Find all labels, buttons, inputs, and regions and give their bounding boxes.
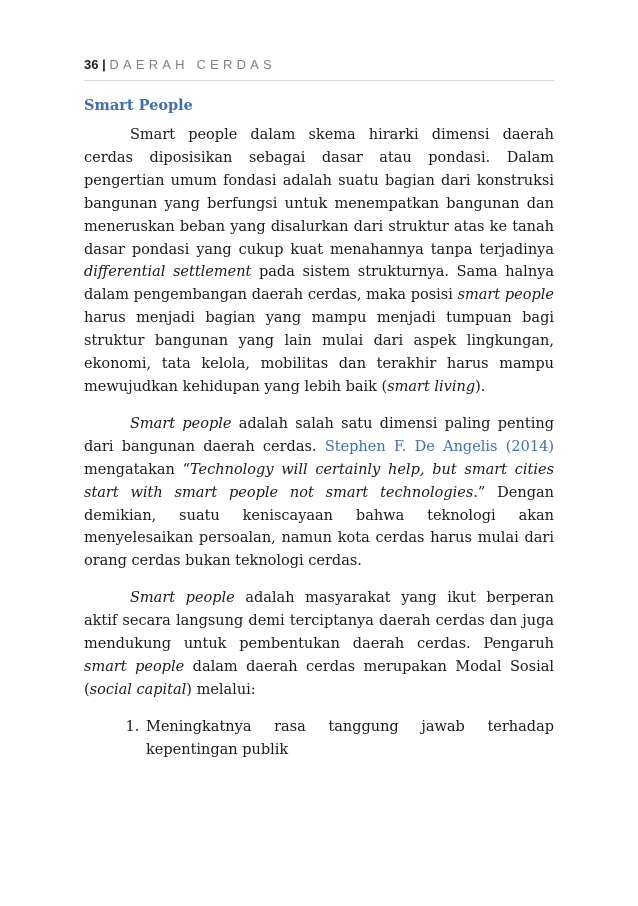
paragraph-2-text-c: .” Dengan demikian, suatu keniscayaan bahwa teknologi akan menyelesaikan persoalan, namun kota cerdas harus mulai dari orang cerdas bukan teknologi cerdas. bbox=[84, 484, 554, 570]
running-header bbox=[84, 56, 554, 81]
paragraph-3-text-a: adalah masyarakat yang ikut berperan aktif secara langsung demi terciptanya daerah cerdas dan juga mendukung untuk pembentukan daerah cerdas. Pengaruh bbox=[84, 590, 554, 653]
page-number: 36 bbox=[84, 57, 99, 72]
paragraph-3-text-c: ) melalui: bbox=[186, 681, 256, 698]
paragraph-1-italic-a: differential settlement bbox=[84, 264, 252, 281]
header-separator: | bbox=[102, 57, 106, 72]
paragraph-3-text-b: dalam daerah cerdas merupakan Modal Sosial ( bbox=[84, 658, 555, 698]
paragraph-1-italic-b: smart people bbox=[457, 287, 554, 304]
numbered-list bbox=[84, 716, 554, 762]
paragraph-2-quote: Technology will certainly help, but smart cities start with smart people not smart technologies bbox=[84, 461, 555, 501]
page-body bbox=[84, 96, 554, 762]
paragraph-2-text-b: mengatakan “ bbox=[84, 461, 191, 478]
paragraph-2 bbox=[84, 413, 554, 573]
citation-link[interactable]: Stephen F. De Angelis (2014) bbox=[324, 438, 554, 455]
paragraph-1 bbox=[84, 124, 554, 399]
paragraph-2-text-a: adalah salah satu dimensi paling penting dari bangunan daerah cerdas. bbox=[84, 415, 554, 455]
paragraph-3 bbox=[84, 587, 554, 702]
paragraph-1-italic-c: smart living bbox=[387, 378, 476, 395]
paragraph-3-italic-c: social capital bbox=[89, 681, 187, 698]
list-item: 1. Meningkatnya rasa tanggung jawab terhadap kepentingan publik bbox=[144, 716, 554, 762]
paragraph-1-text-d: ). bbox=[475, 378, 486, 395]
running-title: DAERAH CERDAS bbox=[109, 57, 276, 72]
paragraph-2-italic-a: Smart people bbox=[130, 415, 232, 432]
section-title: Smart People bbox=[84, 97, 193, 114]
paragraph-1-text-b: pada sistem strukturnya. Sama halnya dalam pengembangan daerah cerdas, maka posisi bbox=[84, 264, 554, 304]
paragraph-3-italic-b: smart people bbox=[84, 658, 185, 675]
paragraph-1-text-c: harus menjadi bagian yang mampu menjadi tumpuan bagi struktur bangunan yang lain mulai dari aspek lingkungan, ekonomi, tata kelola, mobilitas dan terakhir harus mampu mewujudkan kehidupan yang lebih baik ( bbox=[84, 310, 554, 395]
paragraph-1-text-a: Smart people dalam skema hirarki dimensi daerah cerdas diposisikan sebagai dasar atau pondasi. Dalam pengertian umum fondasi adalah suatu bagian dari konstruksi bangunan yang berfungsi untuk menempatkan bangunan dan meneruskan beban yang disalurkan dari struktur atas ke tanah dasar pondasi yang cukup kuat menahannya tanpa terjadinya bbox=[84, 127, 554, 258]
paragraph-3-italic-a: Smart people bbox=[130, 590, 235, 607]
